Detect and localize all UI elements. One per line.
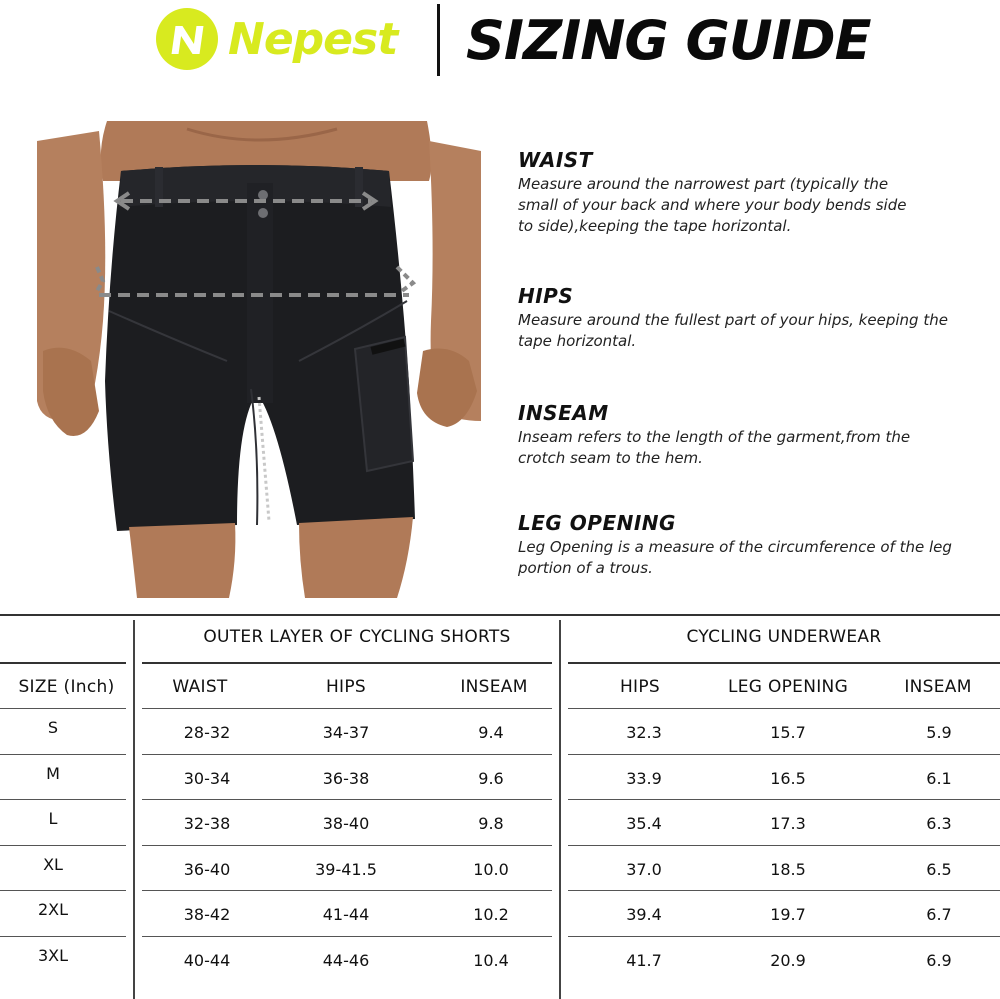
cell-size: L <box>48 809 58 828</box>
guide-hips-title: HIPS <box>518 284 574 308</box>
row-separator <box>0 936 126 937</box>
column-header-underwear-inseam: INSEAM <box>904 677 972 697</box>
column-header-leg-opening: LEG OPENING <box>727 677 849 697</box>
guide-waist-text: Measure around the narrowest part (typically the small of your back and where your body bends side to side),keeping the tape horizontal. <box>518 175 907 235</box>
cell-inseam: 9.8 <box>478 814 504 833</box>
cell-size: 2XL <box>37 900 69 919</box>
cell-hips: 36-38 <box>322 769 370 788</box>
guide-inseam <box>518 400 988 469</box>
cell-inseam: 10.0 <box>473 860 509 879</box>
row-separator <box>142 936 552 937</box>
cell-size: XL <box>43 855 63 874</box>
cell-underwear-hips: 39.4 <box>626 905 662 924</box>
cell-underwear-inseam: 6.7 <box>926 905 952 924</box>
cell-leg-opening: 15.7 <box>770 723 806 742</box>
cell-underwear-hips: 37.0 <box>626 860 662 879</box>
row-separator <box>568 754 1000 755</box>
row-separator <box>142 708 552 709</box>
guide-inseam-title: INSEAM <box>518 401 609 425</box>
row-separator <box>0 799 126 800</box>
cell-hips: 38-40 <box>322 814 370 833</box>
row-separator <box>142 890 552 891</box>
cell-waist: 30-34 <box>183 769 231 788</box>
guide-waist-title: WAIST <box>518 148 593 172</box>
column-header-hips: HIPS <box>325 677 367 697</box>
guide-hips <box>518 283 988 352</box>
cell-underwear-hips: 35.4 <box>626 814 662 833</box>
row-separator <box>568 845 1000 846</box>
nepest-n-logo-icon <box>156 8 218 70</box>
cell-size: S <box>47 718 59 737</box>
header-divider <box>437 4 440 76</box>
cell-leg-opening: 16.5 <box>770 769 806 788</box>
row-separator <box>142 845 552 846</box>
row-separator <box>0 890 126 891</box>
row-separator <box>568 890 1000 891</box>
cell-underwear-inseam: 6.3 <box>926 814 952 833</box>
row-separator <box>142 799 552 800</box>
table-divider-size <box>133 620 135 999</box>
cell-size: M <box>46 764 60 783</box>
cell-inseam: 10.2 <box>473 905 509 924</box>
cell-hips: 34-37 <box>322 723 370 742</box>
cell-waist: 40-44 <box>183 951 231 970</box>
cell-underwear-hips: 32.3 <box>626 723 662 742</box>
size-column-header: SIZE (Inch) <box>18 677 115 697</box>
row-separator <box>568 799 1000 800</box>
row-separator <box>568 708 1000 709</box>
row-separator <box>0 708 126 709</box>
cell-leg-opening: 20.9 <box>770 951 806 970</box>
guide-inseam-text: Inseam refers to the length of the garment,from the crotch seam to the hem. <box>518 428 911 467</box>
cell-inseam: 10.4 <box>473 951 509 970</box>
cell-underwear-inseam: 5.9 <box>926 723 952 742</box>
cell-hips: 41-44 <box>322 905 370 924</box>
row-separator <box>0 845 126 846</box>
cell-leg-opening: 19.7 <box>770 905 806 924</box>
row-separator <box>0 754 126 755</box>
cell-hips: 39-41.5 <box>315 860 377 879</box>
guide-leg-opening <box>518 510 988 579</box>
guide-hips-text: Measure around the fullest part of your hips, keeping the tape horizontal. <box>518 311 948 350</box>
brand-name: Nepest <box>228 14 398 65</box>
cell-underwear-inseam: 6.5 <box>926 860 952 879</box>
column-header-inseam: INSEAM <box>460 677 528 697</box>
table-divider-sections <box>559 620 561 999</box>
underwear-title: CYCLING UNDERWEAR <box>686 627 882 647</box>
cell-inseam: 9.4 <box>478 723 504 742</box>
row-separator <box>568 936 1000 937</box>
size-header-top-rule <box>0 662 126 664</box>
cell-leg-opening: 17.3 <box>770 814 806 833</box>
guide-leg-opening-title: LEG OPENING <box>518 511 676 535</box>
cell-underwear-hips: 41.7 <box>626 951 662 970</box>
cell-waist: 32-38 <box>183 814 231 833</box>
cell-waist: 36-40 <box>183 860 231 879</box>
model-wearing-shorts-image <box>37 121 481 598</box>
column-header-underwear-hips: HIPS <box>619 677 661 697</box>
cell-leg-opening: 18.5 <box>770 860 806 879</box>
cell-waist: 28-32 <box>183 723 231 742</box>
outer-header-top-rule <box>142 662 552 664</box>
row-separator <box>142 754 552 755</box>
cell-underwear-inseam: 6.9 <box>926 951 952 970</box>
cell-underwear-hips: 33.9 <box>626 769 662 788</box>
cell-underwear-inseam: 6.1 <box>926 769 952 788</box>
table-top-rule <box>0 614 1000 616</box>
page-title: SIZING GUIDE <box>466 9 871 72</box>
outer-layer-title: OUTER LAYER OF CYCLING SHORTS <box>203 627 511 647</box>
cell-hips: 44-46 <box>322 951 370 970</box>
cell-size: 3XL <box>37 946 69 965</box>
column-header-waist: WAIST <box>172 677 228 697</box>
guide-leg-opening-text: Leg Opening is a measure of the circumference of the leg portion of a trous. <box>518 538 952 577</box>
guide-waist <box>518 147 988 237</box>
cell-inseam: 9.6 <box>478 769 504 788</box>
cell-waist: 38-42 <box>183 905 231 924</box>
under-header-top-rule <box>568 662 1000 664</box>
